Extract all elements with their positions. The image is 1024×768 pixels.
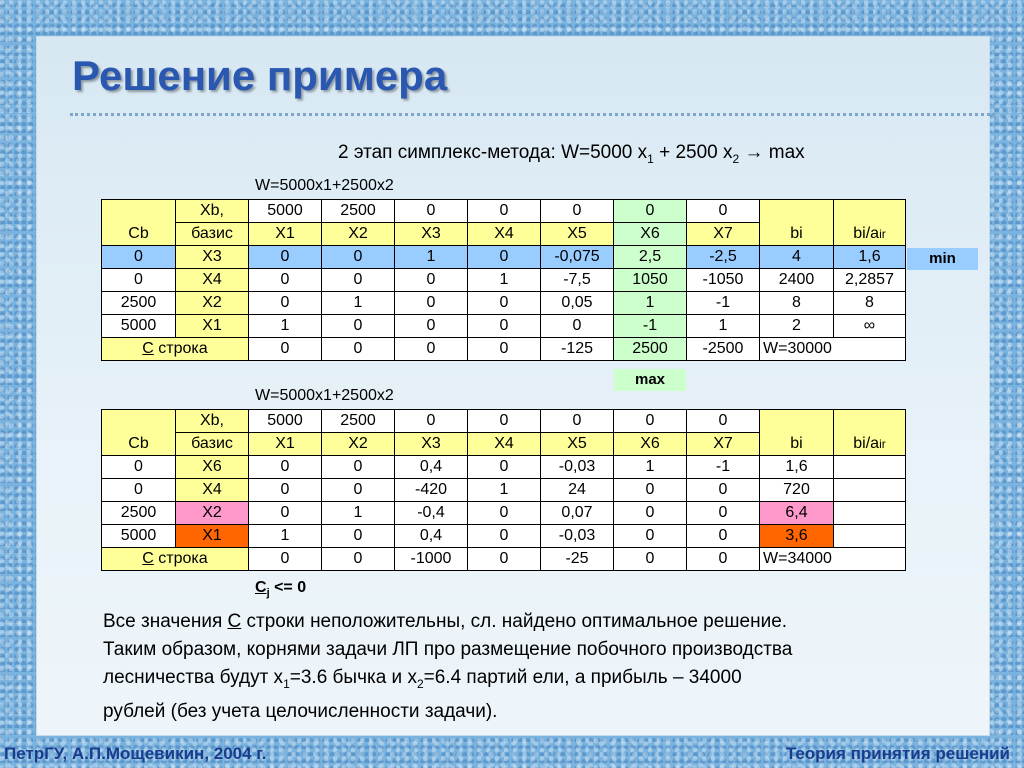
row-value: -0,4 <box>395 502 468 525</box>
row-bi: 6,4 <box>760 502 834 525</box>
stage-sub2: 2 <box>732 151 740 166</box>
stage-sub1: 1 <box>647 151 654 166</box>
conclusion-line3-pre: лесничества будут x <box>103 667 284 688</box>
c-val: 0 <box>249 338 322 361</box>
coef-x3: 0 <box>395 200 468 223</box>
row-value: 0 <box>322 456 395 479</box>
row-cb: 2500 <box>102 502 176 525</box>
c-val: -2500 <box>687 338 760 361</box>
row-basis: X2 <box>176 502 249 525</box>
coef-x3: 0 <box>395 410 468 433</box>
conclusion-line-2: Таким образом, корнями задачи ЛП про размещение побочного производства <box>103 639 793 660</box>
row-value: 0 <box>468 246 541 269</box>
row-bi: 2400 <box>760 269 834 292</box>
header-xb-bottom: базис <box>176 433 249 456</box>
coef-x1: 5000 <box>249 200 322 223</box>
row-value: 0 <box>322 479 395 502</box>
c-val: 0 <box>468 338 541 361</box>
row-cb: 5000 <box>102 525 176 548</box>
conclusion-line-1 <box>103 608 963 636</box>
row-value: 1 <box>468 479 541 502</box>
c-row <box>102 548 906 571</box>
row-ratio <box>834 525 906 548</box>
simplex-table-1 <box>101 199 906 361</box>
row-value: 0 <box>395 292 468 315</box>
row-cb: 0 <box>102 269 176 292</box>
c-val: 0 <box>249 548 322 571</box>
row-value: 0,07 <box>541 502 614 525</box>
table-row <box>102 525 906 548</box>
c-val: 0 <box>614 548 687 571</box>
var-x3: X3 <box>395 223 468 246</box>
conclusion-line3-post: =6.4 партий ели, а прибыль – 34000 <box>423 667 742 688</box>
row-value: 1 <box>322 502 395 525</box>
row-value: 0 <box>687 502 760 525</box>
cj-rest: <= 0 <box>269 579 307 596</box>
row-value: 1 <box>249 315 322 338</box>
row-value: 0 <box>249 246 322 269</box>
row-basis: X4 <box>176 479 249 502</box>
row-value: -0,03 <box>541 525 614 548</box>
row-basis: X6 <box>176 456 249 479</box>
row-ratio <box>834 456 906 479</box>
row-value: 0 <box>249 292 322 315</box>
var-x4: X4 <box>468 223 541 246</box>
title-divider <box>70 113 995 116</box>
var-x4: X4 <box>468 433 541 456</box>
header-xb-top: Xb, <box>176 410 249 433</box>
var-x2: X2 <box>322 223 395 246</box>
coef-x7: 0 <box>687 200 760 223</box>
table-row <box>102 315 906 338</box>
row-value: 0,05 <box>541 292 614 315</box>
table1-function-label: W=5000x1+2500x2 <box>255 177 394 194</box>
max-tag: max <box>614 369 686 391</box>
cj-condition <box>255 579 306 599</box>
table-row <box>102 246 906 269</box>
row-value: 0 <box>249 269 322 292</box>
row-value: 0 <box>249 502 322 525</box>
row-value: 0 <box>249 456 322 479</box>
c-row-label <box>102 548 249 571</box>
row-ratio: 8 <box>834 292 906 315</box>
header-ratio: bi/air <box>834 410 906 456</box>
row-value: 1 <box>687 315 760 338</box>
row-value: 0 <box>614 502 687 525</box>
row-cb: 0 <box>102 246 176 269</box>
header-row-coefs <box>102 410 906 433</box>
conclusion-text <box>103 608 963 726</box>
c-row-label-text: строка <box>153 550 208 567</box>
row-value: 0 <box>687 525 760 548</box>
coef-x6: 0 <box>614 200 687 223</box>
coef-x2: 2500 <box>322 200 395 223</box>
c-val: -125 <box>541 338 614 361</box>
row-cb: 5000 <box>102 315 176 338</box>
table-row <box>102 269 906 292</box>
row-ratio <box>834 479 906 502</box>
row-cb: 0 <box>102 479 176 502</box>
conclusion-sub1: 1 <box>283 676 290 691</box>
table2-function-label: W=5000x1+2500x2 <box>255 387 394 404</box>
row-value: 0 <box>322 525 395 548</box>
c-val: 0 <box>322 338 395 361</box>
row-bi: 3,6 <box>760 525 834 548</box>
row-bi: 8 <box>760 292 834 315</box>
conclusion-line-4: рублей (без учета целочисленности задачи). <box>103 700 498 722</box>
var-x5: X5 <box>541 433 614 456</box>
header-cb: Cb <box>102 410 176 456</box>
row-value: -0,03 <box>541 456 614 479</box>
row-bi: 1,6 <box>760 456 834 479</box>
table-row <box>102 456 906 479</box>
c-letter: C <box>142 340 154 357</box>
header-ratio: bi/air <box>834 200 906 246</box>
header-cb: Cb <box>102 200 176 246</box>
row-value: -1 <box>687 292 760 315</box>
coef-x7: 0 <box>687 410 760 433</box>
row-basis: X4 <box>176 269 249 292</box>
c-val: 0 <box>395 338 468 361</box>
simplex-table-2 <box>101 409 906 571</box>
row-value: 1 <box>322 292 395 315</box>
row-value: 0,4 <box>395 525 468 548</box>
row-cb: 2500 <box>102 292 176 315</box>
row-value: 2,5 <box>614 246 687 269</box>
w-value-tail <box>834 338 906 361</box>
row-value: -2,5 <box>687 246 760 269</box>
var-x5: X5 <box>541 223 614 246</box>
table-row <box>102 502 906 525</box>
conclusion-line1-pre: Все значения <box>103 611 228 632</box>
row-value: 0 <box>395 269 468 292</box>
coef-x2: 2500 <box>322 410 395 433</box>
row-value: -420 <box>395 479 468 502</box>
header-bi: bi <box>760 200 834 246</box>
cj-c: C <box>255 579 267 596</box>
row-value: 1 <box>614 456 687 479</box>
var-x3: X3 <box>395 433 468 456</box>
c-val: -25 <box>541 548 614 571</box>
row-value: 1 <box>395 246 468 269</box>
c-letter: C <box>142 550 154 567</box>
row-ratio: 1,6 <box>834 246 906 269</box>
c-row-label-text: строка <box>153 340 208 357</box>
var-x1: X1 <box>249 223 322 246</box>
header-xb-top: Xb, <box>176 200 249 223</box>
row-value: -7,5 <box>541 269 614 292</box>
coef-x5: 0 <box>541 410 614 433</box>
c-val: 2500 <box>614 338 687 361</box>
row-value: 1 <box>249 525 322 548</box>
row-value: 0 <box>614 525 687 548</box>
row-basis: X2 <box>176 292 249 315</box>
coef-x4: 0 <box>468 200 541 223</box>
row-cb: 0 <box>102 456 176 479</box>
row-value: 0 <box>468 315 541 338</box>
conclusion-line1-post: строки неположительны, сл. найдено оптимальное решение. <box>241 611 788 632</box>
header-bi: bi <box>760 410 834 456</box>
row-basis: X1 <box>176 315 249 338</box>
coef-x4: 0 <box>468 410 541 433</box>
row-bi: 2 <box>760 315 834 338</box>
c-val: 0 <box>322 548 395 571</box>
var-x1: X1 <box>249 433 322 456</box>
cj-j: j <box>266 587 270 600</box>
row-ratio <box>834 502 906 525</box>
var-x2: X2 <box>322 433 395 456</box>
coef-x6: 0 <box>614 410 687 433</box>
arrow-icon: → <box>739 142 769 163</box>
stage-prefix: 2 этап симплекс-метода: W=5000 x <box>338 142 648 163</box>
var-x6: X6 <box>614 433 687 456</box>
coef-x5: 0 <box>541 200 614 223</box>
row-value: 0,4 <box>395 456 468 479</box>
row-value: 0 <box>687 479 760 502</box>
coef-x1: 5000 <box>249 410 322 433</box>
header-row-coefs <box>102 200 906 223</box>
c-row <box>102 338 906 361</box>
stage-mid: + 2500 x <box>653 142 733 163</box>
row-value: -1050 <box>687 269 760 292</box>
w-value: W=30000 <box>760 338 834 361</box>
footer-course: Теория принятия решений <box>785 744 1010 763</box>
var-x7: X7 <box>687 433 760 456</box>
c-val: 0 <box>687 548 760 571</box>
row-value: 0 <box>322 269 395 292</box>
conclusion-c-letter: C <box>227 611 242 632</box>
row-value: 0 <box>249 479 322 502</box>
conclusion-line3-mid: =3.6 бычка и x <box>289 667 417 688</box>
row-value: 0 <box>541 315 614 338</box>
row-value: 0 <box>614 479 687 502</box>
stage-description <box>338 142 805 166</box>
row-value: 0 <box>468 525 541 548</box>
table-row <box>102 479 906 502</box>
row-value: -1 <box>687 456 760 479</box>
row-ratio: 2,2857 <box>834 269 906 292</box>
row-bi: 720 <box>760 479 834 502</box>
c-val: 0 <box>468 548 541 571</box>
row-value: 1050 <box>614 269 687 292</box>
row-bi: 4 <box>760 246 834 269</box>
footer-author: ПетрГУ, А.П.Мощевикин, 2004 г. <box>4 744 267 763</box>
row-value: -1 <box>614 315 687 338</box>
c-val: -1000 <box>395 548 468 571</box>
row-value: 24 <box>541 479 614 502</box>
row-value: 0 <box>322 246 395 269</box>
var-x6: X6 <box>614 223 687 246</box>
min-tag: min <box>907 248 978 270</box>
row-value: 0 <box>322 315 395 338</box>
stage-goal: max <box>768 142 805 163</box>
row-value: 0 <box>468 292 541 315</box>
conclusion-sub2: 2 <box>416 676 424 691</box>
row-ratio: ∞ <box>834 315 906 338</box>
row-value: 1 <box>468 269 541 292</box>
header-xb-bottom: базис <box>176 223 249 246</box>
w-value: W=34000 <box>760 548 834 571</box>
row-basis: X1 <box>176 525 249 548</box>
row-value: 0 <box>468 456 541 479</box>
slide-title: Решение примера <box>72 52 448 99</box>
table-row <box>102 292 906 315</box>
var-x7: X7 <box>687 223 760 246</box>
conclusion-line-3 <box>103 664 963 698</box>
row-value: 0 <box>395 315 468 338</box>
c-row-label <box>102 338 249 361</box>
row-basis: X3 <box>176 246 249 269</box>
row-value: 1 <box>614 292 687 315</box>
w-value-tail <box>834 548 906 571</box>
row-value: -0,075 <box>541 246 614 269</box>
row-value: 0 <box>468 502 541 525</box>
